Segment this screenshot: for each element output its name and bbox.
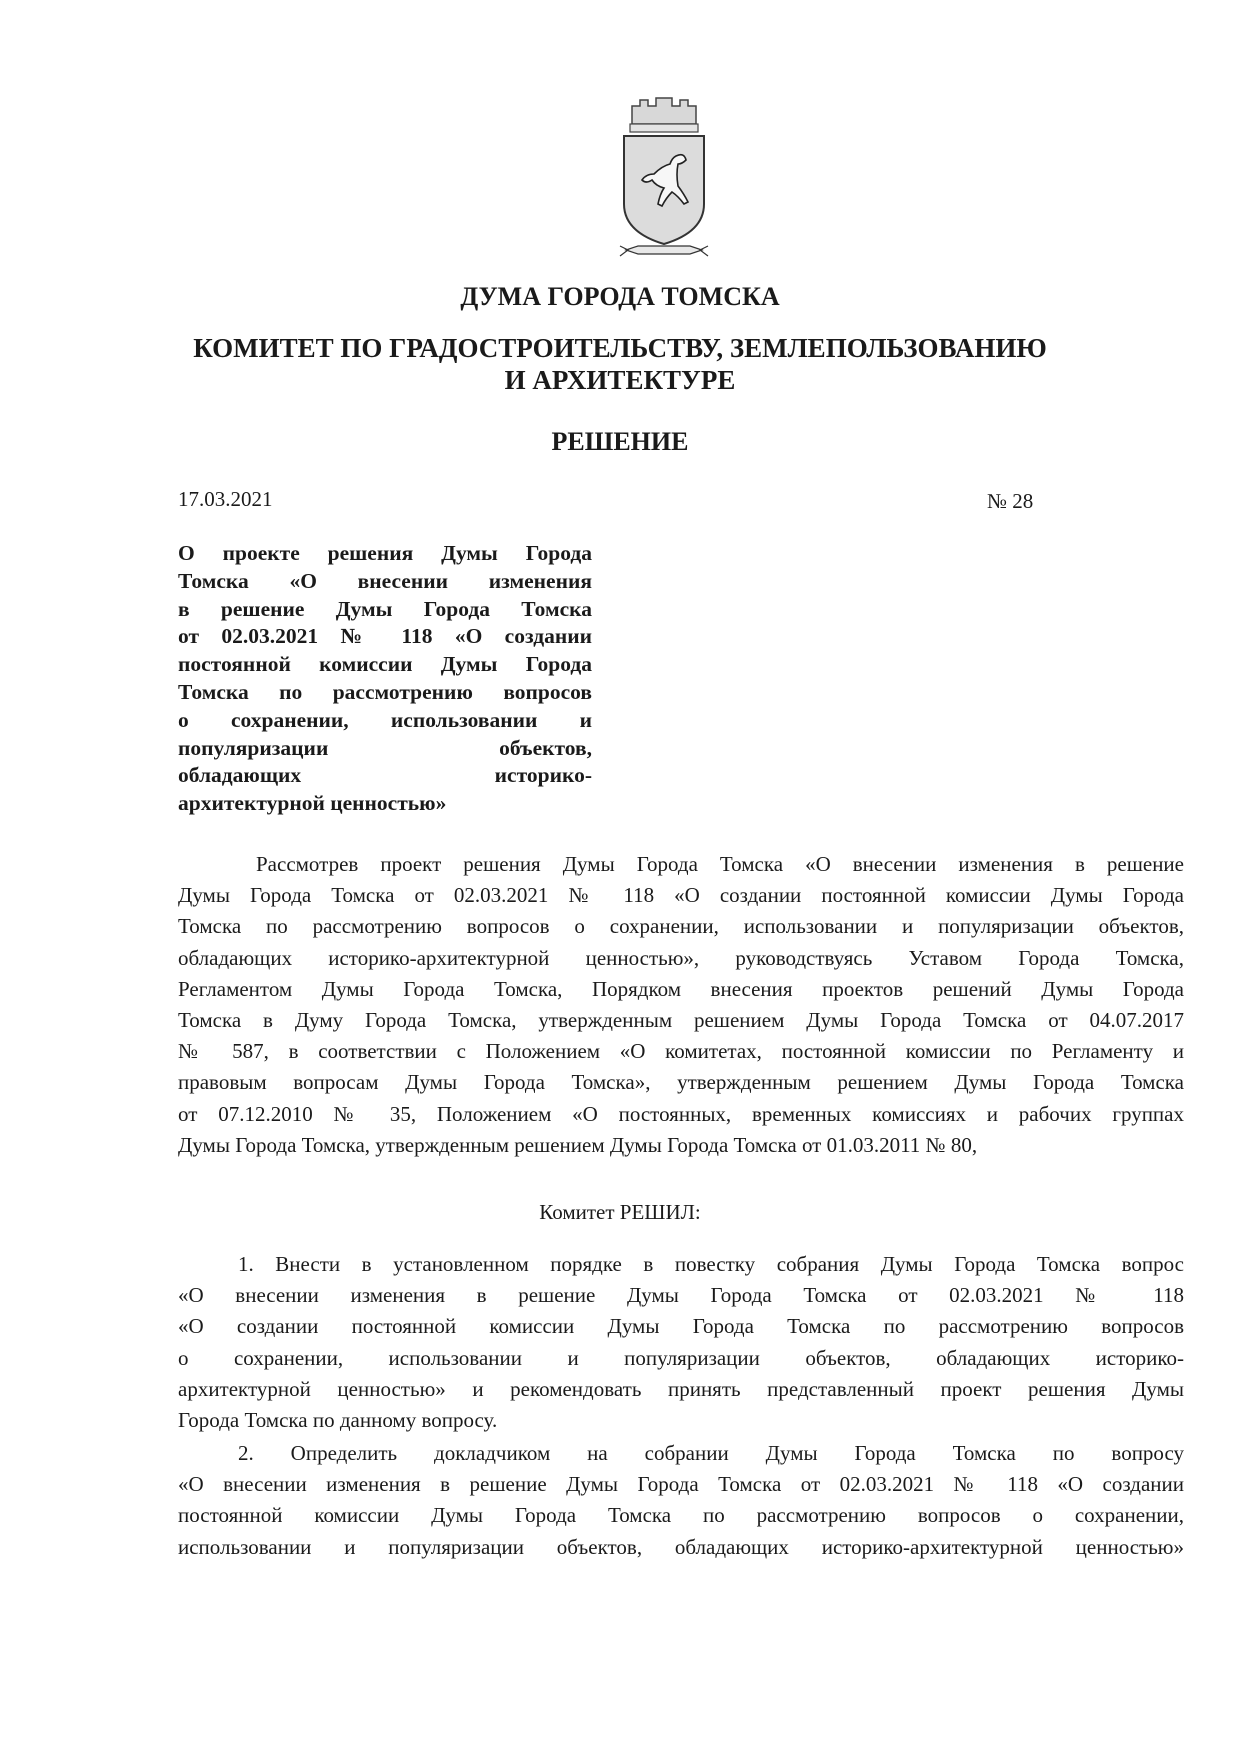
subject-line: постоянной комиссии Думы Города — [178, 652, 592, 677]
preamble-line: Думы Города Томска от 02.03.2021 № 118 «О создании постоянной комиссии Думы Города — [178, 883, 1184, 908]
decided-label: Комитет РЕШИЛ: — [539, 1200, 701, 1224]
committee-title — [0, 332, 1240, 396]
preamble-line: Томска по рассмотрению вопросов о сохранении, использовании и популяризации объектов, — [178, 914, 1184, 939]
document-date: 17.03.2021 — [178, 487, 273, 511]
item-line: постоянной комиссии Думы Города Томска по рассмотрению вопросов о сохранении, — [178, 1503, 1184, 1528]
preamble-line: Регламентом Думы Города Томска, Порядком внесения проектов решений Думы Города — [178, 976, 1184, 1001]
coat-of-arms-icon — [618, 94, 710, 264]
item-line: Города Томска по данному вопросу. — [178, 1408, 498, 1433]
preamble-line: Рассмотрев проект решения Думы Города Томска «О внесении изменения в решение — [256, 852, 1184, 876]
item-line: «О создании постоянной комиссии Думы Города Томска по рассмотрению вопросов — [178, 1314, 1184, 1339]
document-number: № 28 — [987, 489, 1034, 513]
document-type: РЕШЕНИЕ — [551, 427, 689, 456]
subject-line: Томска «О внесении изменения — [178, 568, 592, 593]
subject-heading — [178, 540, 592, 818]
subject-line: от 02.03.2021 № 118 «О создании — [178, 624, 592, 649]
preamble-line: правовым вопросам Думы Города Томска», утвержденным решением Думы Города Томска — [178, 1070, 1184, 1095]
item-line: о сохранении, использовании и популяризации объектов, обладающих историко- — [178, 1345, 1184, 1370]
preamble-line: № 587, в соответствии с Положением «О комитетах, постоянной комиссии по Регламенту и — [178, 1039, 1184, 1064]
decision-item-2 — [178, 1438, 1184, 1563]
decision-item-1 — [178, 1249, 1184, 1436]
item-line: 1. Внести в установленном порядке в повестку собрания Думы Города Томска вопрос — [238, 1252, 1184, 1276]
subject-line: в решение Думы Города Томска — [178, 596, 592, 621]
item-line: «О внесении изменения в решение Думы Города Томска от 02.03.2021 № 118 — [178, 1283, 1184, 1308]
preamble-line: Думы Города Томска, утвержденным решением Думы Города Томска от 01.03.2011 № 80, — [178, 1132, 978, 1157]
subject-line: Томска по рассмотрению вопросов — [178, 679, 592, 704]
item-line: «О внесении изменения в решение Думы Города Томска от 02.03.2021 № 118 «О создании — [178, 1472, 1184, 1497]
subject-line: О проекте решения Думы Города — [178, 541, 592, 565]
subject-line: популяризации объектов, — [178, 735, 592, 760]
item-line: использовании и популяризации объектов, обладающих историко-архитектурной ценностью» — [178, 1534, 1184, 1559]
preamble-line: обладающих историко-архитектурной ценностью», руководствуясь Уставом Города Томска, — [178, 945, 1184, 970]
preamble-paragraph — [178, 849, 1184, 1161]
preamble-line: Томска в Думу Города Томска, утвержденным решением Думы Города Томска от 04.07.2017 — [178, 1008, 1184, 1033]
item-line: архитектурной ценностью» и рекомендовать принять представленный проект решения Думы — [178, 1376, 1184, 1401]
subject-line: обладающих историко- — [178, 763, 592, 788]
organization-title: ДУМА ГОРОДА ТОМСКА — [460, 282, 780, 311]
committee-title-line1: КОМИТЕТ ПО ГРАДОСТРОИТЕЛЬСТВУ, ЗЕМЛЕПОЛЬЗОВАНИЮ — [193, 333, 1047, 363]
committee-title-line2: И АРХИТЕКТУРЕ — [504, 365, 736, 395]
subject-line: архитектурной ценностью» — [178, 791, 447, 816]
item-line: 2. Определить докладчиком на собрании Думы Города Томска по вопросу — [238, 1441, 1184, 1465]
subject-line: о сохранении, использовании и — [178, 707, 592, 732]
preamble-line: от 07.12.2010 № 35, Положением «О постоянных, временных комиссиях и рабочих группах — [178, 1101, 1184, 1126]
